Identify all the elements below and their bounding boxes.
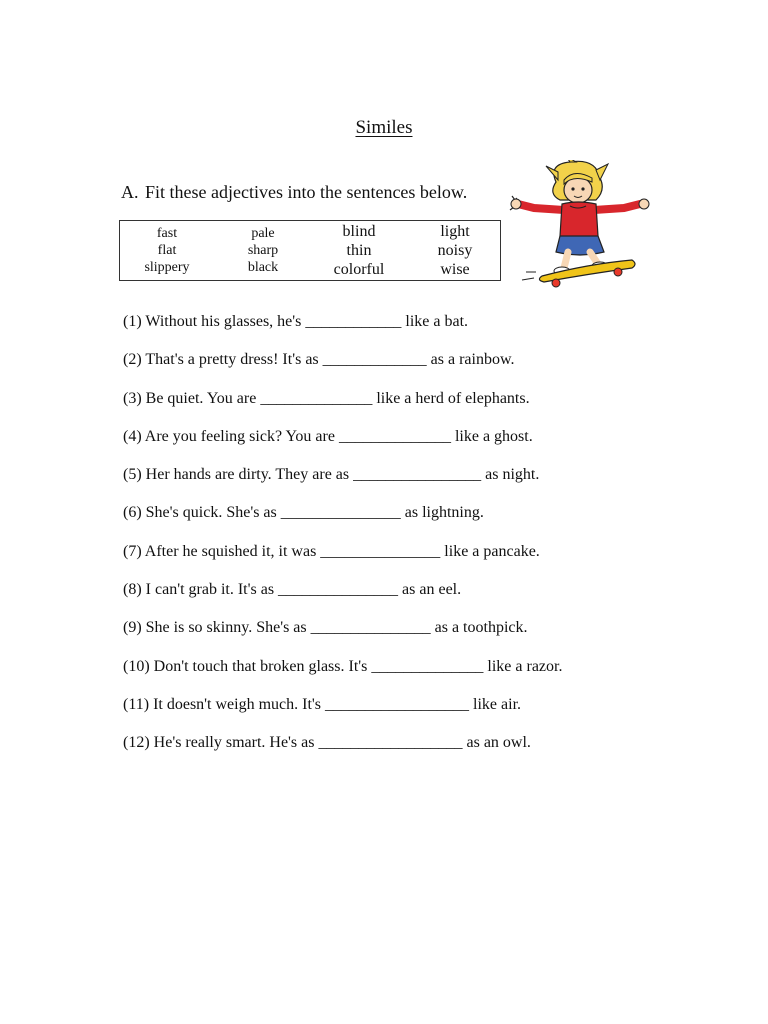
word: pale: [251, 226, 275, 241]
sentence-item: (11) It doesn't weigh much. It's __________________ like air.: [123, 695, 522, 713]
sentence-item: (2) That's a pretty dress! It's as _____________ as a rainbow.: [123, 351, 515, 369]
sentence-item: (3) Be quiet. You are ______________ like a herd of elephants.: [123, 389, 530, 407]
section-marker: A.: [121, 182, 139, 202]
page-title: Similes: [355, 117, 413, 138]
sentence-item: (4) Are you feeling sick? You are ______________ like a ghost.: [123, 427, 533, 445]
word: thin: [346, 242, 372, 259]
word: colorful: [333, 261, 385, 278]
word-bank: [119, 220, 501, 281]
sentence-list: [123, 311, 683, 771]
word: noisy: [437, 242, 473, 259]
word: flat: [157, 243, 177, 258]
word: blind: [342, 223, 376, 240]
word-column-1: [128, 221, 206, 280]
sentence-item: (6) She's quick. She's as _______________ as lightning.: [123, 504, 484, 522]
word-column-4: [410, 221, 500, 280]
sentence-item: (1) Without his glasses, he's ____________ like a bat.: [123, 313, 469, 330]
sentence-item: (8) I can't grab it. It's as _______________ as an eel.: [123, 581, 462, 599]
instruction-text: Fit these adjectives into the sentences below.: [145, 182, 468, 202]
word-column-3: [316, 221, 402, 280]
word: black: [247, 260, 279, 275]
sentence-item: (12) He's really smart. He's as __________________ as an owl.: [123, 734, 531, 752]
word: fast: [156, 226, 178, 241]
word-column-2: [224, 221, 302, 280]
instruction: [121, 182, 467, 203]
word: sharp: [247, 243, 279, 258]
sentence-item: (7) After he squished it, it was _______________ like a pancake.: [123, 542, 540, 560]
word: wise: [440, 261, 470, 278]
word: slippery: [144, 260, 190, 275]
sentence-item: (9) She is so skinny. She's as _______________ as a toothpick.: [123, 619, 528, 637]
sentence-item: (10) Don't touch that broken glass. It's ______________ like a razor.: [123, 657, 563, 675]
skateboarder-girl-icon: [508, 160, 654, 288]
sentence-item: (5) Her hands are dirty. They are as ________________ as night.: [123, 466, 540, 484]
word: light: [440, 223, 470, 240]
